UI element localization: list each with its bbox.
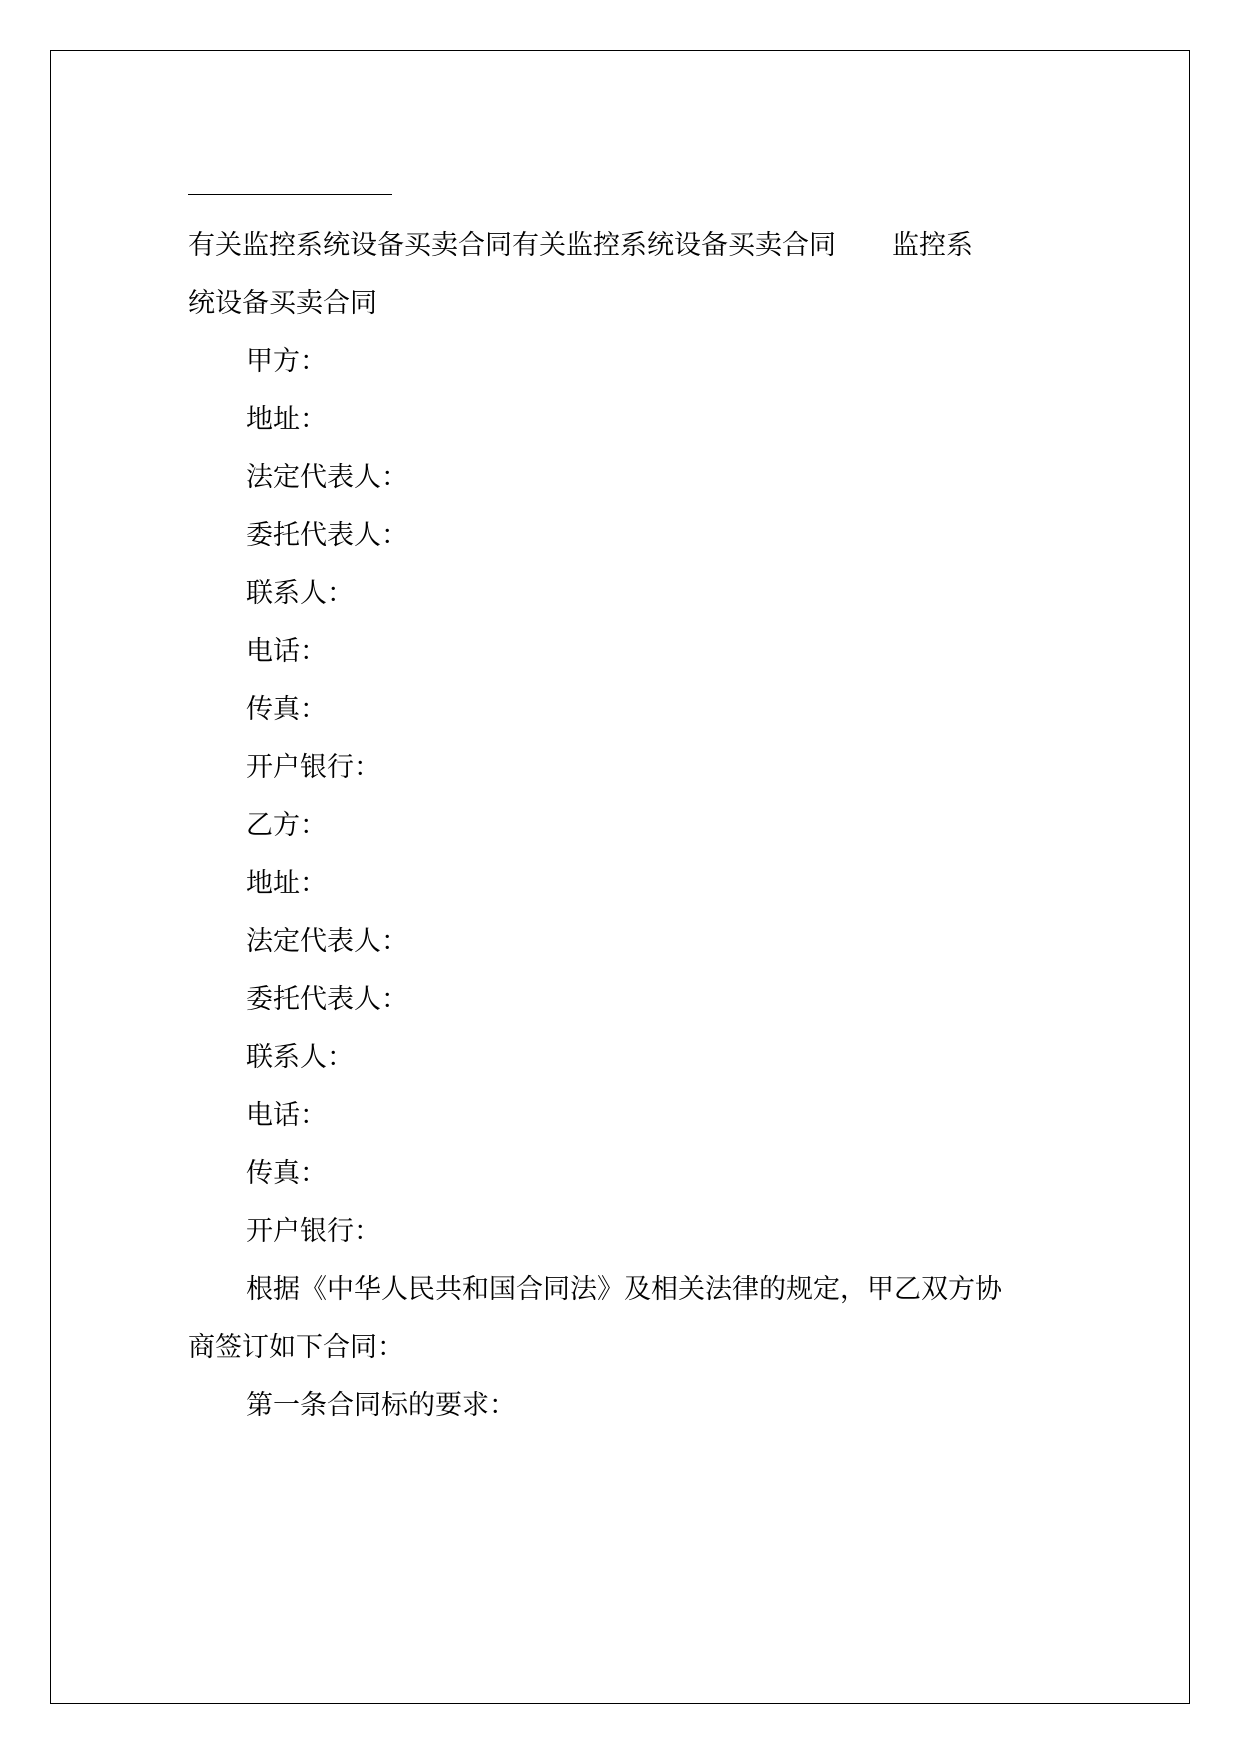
party-b-fax: 传真：	[246, 1158, 327, 1189]
party-b-legal-rep: 法定代表人：	[246, 926, 408, 957]
title-text-a: 有关监控系统设备买卖合同有关监控系统设备买卖合同	[188, 230, 836, 261]
party-a-bank: 开户银行：	[246, 752, 381, 783]
party-a-legal-rep: 法定代表人：	[246, 462, 408, 493]
party-a-contact: 联系人：	[246, 578, 354, 609]
party-b-label: 乙方：	[246, 810, 327, 841]
title-line-1	[188, 231, 973, 261]
intro-paragraph-line-2: 商签订如下合同：	[188, 1332, 404, 1363]
header-rule	[188, 194, 392, 195]
title-line-2: 统设备买卖合同	[188, 288, 377, 319]
party-a-fax: 传真：	[246, 694, 327, 725]
intro-paragraph-line-1: 根据《中华人民共和国合同法》及相关法律的规定，甲乙双方协	[246, 1274, 1002, 1305]
party-b-authorized-rep: 委托代表人：	[246, 984, 408, 1015]
party-b-bank: 开户银行：	[246, 1216, 381, 1247]
party-a-address: 地址：	[246, 404, 327, 435]
title-text-b: 监控系	[892, 230, 973, 261]
party-a-authorized-rep: 委托代表人：	[246, 520, 408, 551]
article-1-heading: 第一条合同标的要求：	[246, 1390, 516, 1421]
party-b-phone: 电话：	[246, 1100, 327, 1131]
party-a-label: 甲方：	[246, 346, 327, 377]
party-a-phone: 电话：	[246, 636, 327, 667]
party-b-address: 地址：	[246, 868, 327, 899]
party-b-contact: 联系人：	[246, 1042, 354, 1073]
